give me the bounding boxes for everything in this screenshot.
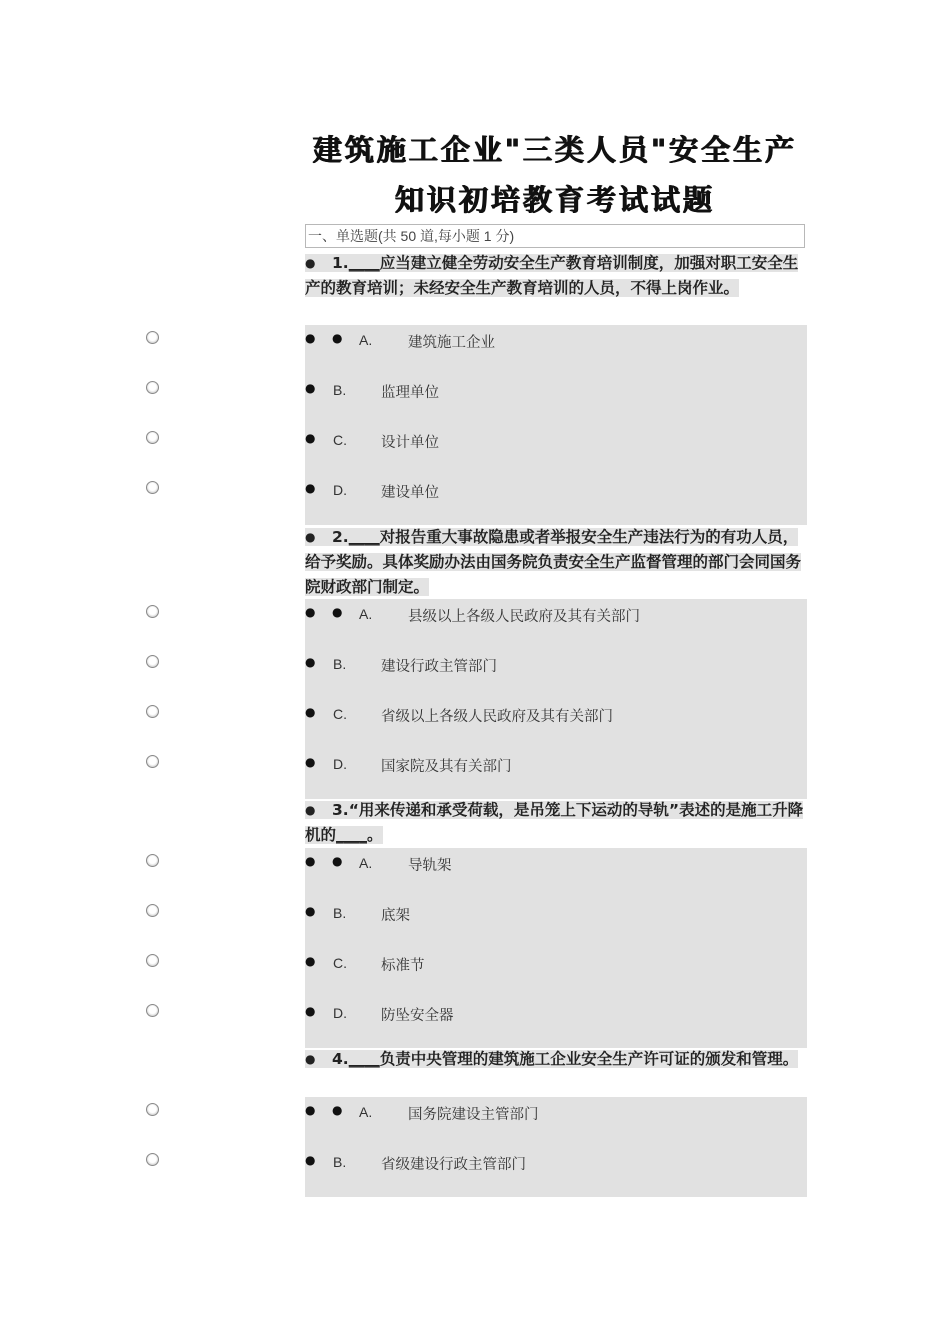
option-3c[interactable]	[305, 948, 807, 998]
bullet-icon: ●	[305, 1004, 316, 1018]
exam-title-line-2: 知识初培教育考试试题	[394, 183, 715, 217]
option-letter: C.	[333, 706, 347, 722]
option-text: 监理单位	[381, 385, 439, 401]
option-2b[interactable]	[305, 649, 807, 699]
question-stem: 对报告重大事故隐患或者举报安全生产违法行为的有功人员，给予奖励。具体奖励办法由国务院负责安全生产监督管理的部门会同国务院财政部门制定。	[305, 528, 802, 596]
option-text: 设计单位	[381, 435, 439, 451]
radio-option-1c[interactable]	[146, 431, 159, 444]
answer-blank: ____	[348, 528, 380, 546]
bullet-icon: ●	[305, 431, 316, 445]
option-3d[interactable]	[305, 998, 807, 1048]
question-2	[305, 525, 807, 600]
radio-option-4b[interactable]	[146, 1153, 159, 1166]
bullet-icon: ●	[305, 1052, 316, 1066]
question-number: 1.	[332, 254, 349, 272]
answer-blank: ____	[348, 254, 380, 272]
bullet-icon: ●	[305, 803, 316, 817]
radio-option-2c[interactable]	[146, 705, 159, 718]
bullet-icon: ●	[332, 331, 343, 345]
option-2c[interactable]	[305, 699, 807, 749]
bullet-icon: ●	[305, 1153, 316, 1167]
bullet-icon: ●	[305, 381, 316, 395]
answer-blank: ____	[348, 1050, 380, 1068]
bullet-icon: ●	[305, 481, 316, 495]
option-4a[interactable]	[305, 1097, 807, 1147]
option-letter: D.	[333, 756, 347, 772]
exam-title-line-1: 建筑施工企业"三类人员"安全生产	[312, 133, 798, 167]
option-letter: A.	[359, 606, 373, 622]
question-1	[305, 251, 807, 301]
option-letter: C.	[333, 432, 347, 448]
question-number: 3.	[332, 801, 349, 819]
radio-option-3c[interactable]	[146, 954, 159, 967]
option-1c[interactable]	[305, 425, 807, 475]
section-header: 一、单选题(共 50 道,每小题 1 分)	[305, 224, 805, 248]
radio-option-3b[interactable]	[146, 904, 159, 917]
option-1d[interactable]	[305, 475, 807, 525]
option-letter: A.	[359, 1104, 373, 1120]
bullet-icon: ●	[305, 530, 316, 544]
option-text: 底架	[381, 908, 410, 924]
options-question-4	[305, 1097, 807, 1197]
option-text: 标准节	[381, 958, 425, 974]
option-letter: A.	[359, 332, 373, 348]
bullet-icon: ●	[305, 954, 316, 968]
option-2d[interactable]	[305, 749, 807, 799]
bullet-icon: ●	[305, 854, 316, 868]
question-number: 4.	[332, 1050, 349, 1068]
option-4b[interactable]	[305, 1147, 807, 1197]
question-stem: 应当建立健全劳动安全生产教育培训制度，加强对职工安全生产的教育培训；未经安全生产教育培训的人员，不得上岗作业。	[305, 254, 799, 297]
radio-option-1b[interactable]	[146, 381, 159, 394]
option-letter: D.	[333, 482, 347, 498]
bullet-icon: ●	[305, 605, 316, 619]
option-letter: D.	[333, 1005, 347, 1021]
option-text: 国务院建设主管部门	[408, 1107, 539, 1123]
option-letter: B.	[333, 905, 347, 921]
question-4	[305, 1047, 807, 1072]
option-letter: B.	[333, 1154, 347, 1170]
option-text: 建设行政主管部门	[381, 659, 497, 675]
option-letter: B.	[333, 656, 347, 672]
option-1a[interactable]	[305, 325, 807, 375]
question-number: 2.	[332, 528, 349, 546]
bullet-icon: ●	[332, 854, 343, 868]
option-1b[interactable]	[305, 375, 807, 425]
radio-option-3a[interactable]	[146, 854, 159, 867]
bullet-icon: ●	[305, 705, 316, 719]
radio-option-4a[interactable]	[146, 1103, 159, 1116]
bullet-icon: ●	[305, 904, 316, 918]
options-question-3	[305, 848, 807, 1048]
bullet-icon: ●	[305, 331, 316, 345]
option-letter: B.	[333, 382, 347, 398]
question-stem-end: 。	[367, 826, 383, 844]
option-text: 导轨架	[408, 858, 452, 874]
radio-option-1a[interactable]	[146, 331, 159, 344]
option-text: 建设单位	[381, 485, 439, 501]
bullet-icon: ●	[305, 655, 316, 669]
option-3a[interactable]	[305, 848, 807, 898]
radio-option-1d[interactable]	[146, 481, 159, 494]
option-3b[interactable]	[305, 898, 807, 948]
option-text: 防坠安全器	[381, 1008, 454, 1024]
options-question-2	[305, 599, 807, 799]
question-3	[305, 798, 807, 848]
option-text: 县级以上各级人民政府及其有关部门	[408, 609, 640, 625]
option-text: 建筑施工企业	[408, 335, 495, 351]
option-text: 国家院及其有关部门	[381, 759, 512, 775]
bullet-icon: ●	[305, 755, 316, 769]
question-stem: “用来传递和承受荷载，是吊笼上下运动的导轨”表述的是施工升降机的	[305, 801, 804, 844]
option-2a[interactable]	[305, 599, 807, 649]
option-text: 省级建设行政主管部门	[381, 1157, 526, 1173]
bullet-icon: ●	[305, 256, 316, 270]
radio-option-3d[interactable]	[146, 1004, 159, 1017]
option-letter: C.	[333, 955, 347, 971]
radio-option-2a[interactable]	[146, 605, 159, 618]
option-letter: A.	[359, 855, 373, 871]
bullet-icon: ●	[332, 1103, 343, 1117]
bullet-icon: ●	[305, 1103, 316, 1117]
radio-option-2b[interactable]	[146, 655, 159, 668]
radio-option-2d[interactable]	[146, 755, 159, 768]
options-question-1	[305, 325, 807, 525]
answer-blank: ____	[336, 826, 368, 844]
question-stem: 负责中央管理的建筑施工企业安全生产许可证的颁发和管理。	[379, 1050, 799, 1068]
option-text: 省级以上各级人民政府及其有关部门	[381, 709, 613, 725]
bullet-icon: ●	[332, 605, 343, 619]
